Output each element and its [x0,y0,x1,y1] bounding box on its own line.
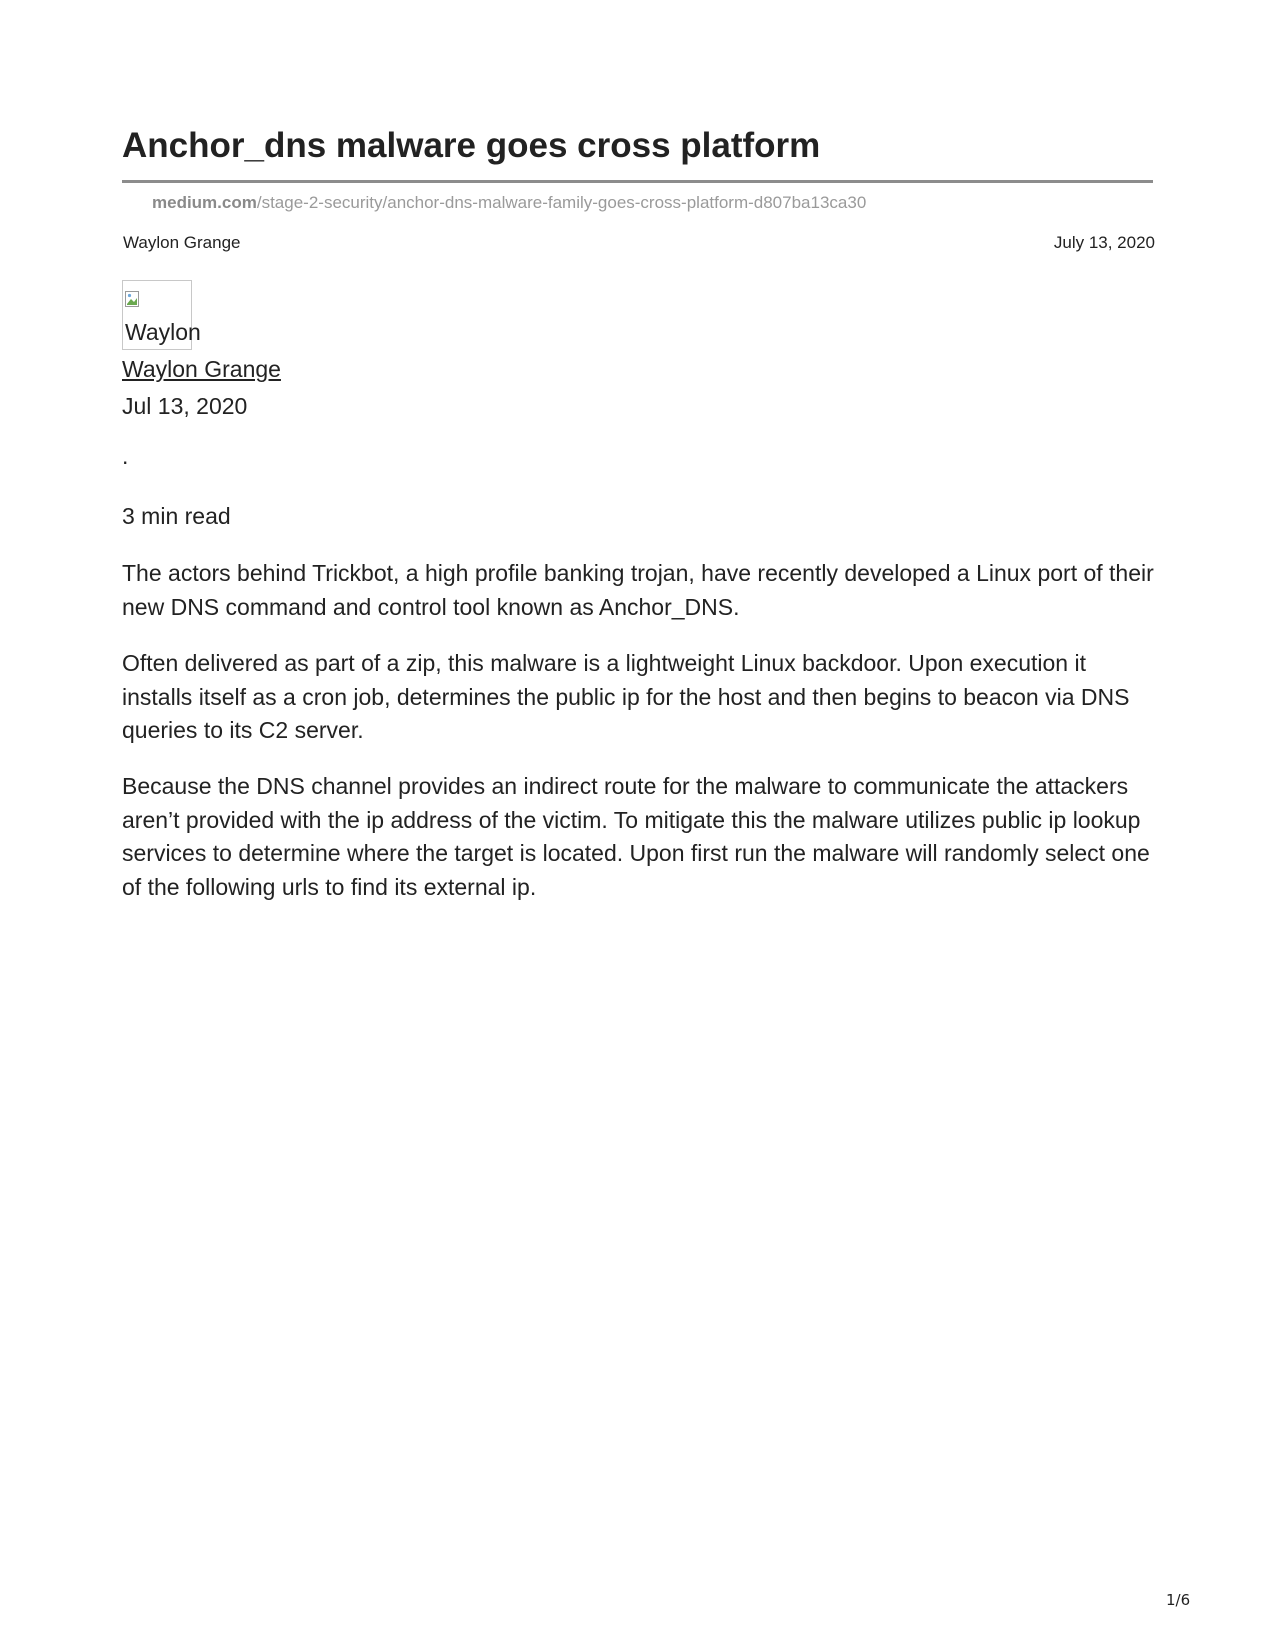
meta-separator: . [122,443,129,469]
header-date: July 13, 2020 [1053,233,1155,252]
header-author: Waylon Grange [123,233,241,252]
article-paragraph-2: Often delivered as part of a zip, this malware is a lightweight Linux backdoor. Upon execution it installs itself as a cron job, determines the public ip for the host and then begins to beacon via DNS queries to its C2 server. [122,650,1130,743]
article-title: Anchor_dns malware goes cross platform [122,126,821,165]
avatar-alt-text: Waylon [125,319,201,345]
publish-date: Jul 13, 2020 [122,393,248,419]
article-paragraph-3: Because the DNS channel provides an indirect route for the malware to communicate the attackers aren’t provided with the ip address of the victim. To mitigate this the malware utilizes public ip lookup services to determine where the target is located. Upon first run the malware will randomly select one of the following urls to find its external ip. [122,773,1150,900]
author-link[interactable]: Waylon Grange [122,356,281,382]
broken-image-icon [125,282,139,298]
source-path: /stage-2-security/anchor-dns-malware-family-goes-cross-platform-d807ba13ca30 [256,193,867,212]
page-number: 1/6 [1166,1591,1191,1609]
source-domain: medium.com [152,193,257,212]
read-time: 3 min read [122,503,231,529]
source-url[interactable] [152,192,866,214]
title-divider [122,180,1153,183]
article-paragraph-1: The actors behind Trickbot, a high profile banking trojan, have recently developed a Linux port of their new DNS command and control tool known as Anchor_DNS. [122,560,1154,620]
author-avatar[interactable] [122,280,201,350]
